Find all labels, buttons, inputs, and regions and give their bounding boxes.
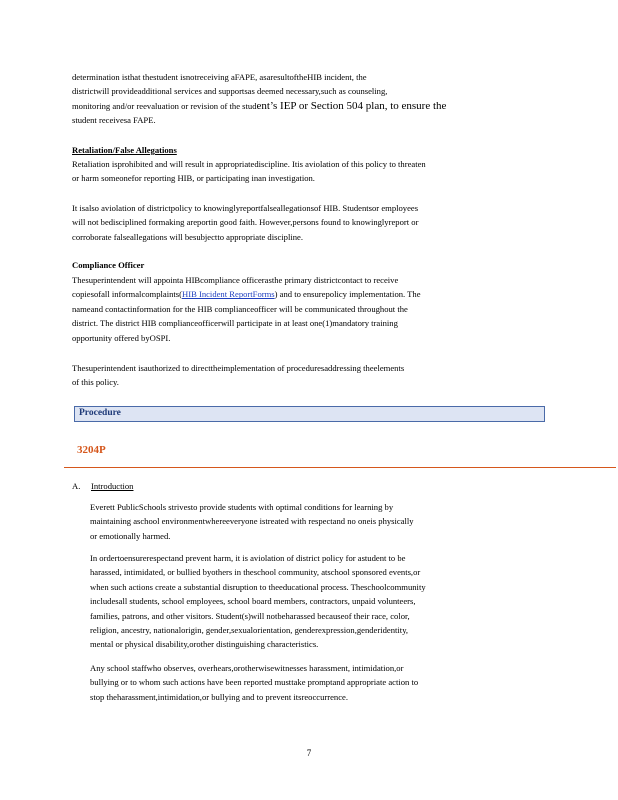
page-number: 7 bbox=[306, 748, 312, 758]
intro-paragraph bbox=[72, 70, 527, 128]
text-line: includesall students, school employees, school board members, contractors, unpaid volunteers, bbox=[90, 596, 416, 607]
compliance-paragraph bbox=[72, 273, 527, 345]
introduction-paragraph-1 bbox=[90, 500, 527, 543]
text-line: districtwill provideadditional services and supportsas deemed necessary,such as counseling, bbox=[72, 86, 388, 97]
section-letter: A. bbox=[72, 481, 81, 491]
section-title: Introduction bbox=[91, 481, 134, 491]
text-line: religion, ancestry, nationalorigin, gender,sexualorientation, genderexpression,genderidentity, bbox=[90, 625, 409, 636]
text-line: when such actions create a substantial disruption to theeducational process. Theschoolcommunity bbox=[90, 581, 426, 592]
text-line: copiesofall informalcomplaints(HIB Incident ReportForms) and to ensurepolicy implementation. The bbox=[72, 289, 421, 300]
section-divider bbox=[64, 467, 616, 468]
text-line: It isalso aviolation of districtpolicy to knowinglyreportfalseallegationsof HIB. Studentsor employees bbox=[72, 203, 419, 213]
text-line: nameand contactinformation for the HIB complianceofficer will be communicated throughout the bbox=[72, 303, 408, 314]
text-line: bullying or to whom such actions have been reported musttake promptand appropriate action to bbox=[90, 677, 419, 688]
text-line: Retaliation isprohibited and will result in appropriatediscipline. Itis aviolation of this policy to threaten bbox=[72, 159, 426, 169]
text-line: determination isthat thestudent isnotreceiving aFAPE, asaresultoftheHIB incident, the bbox=[72, 72, 367, 82]
text-line: Thesuperintendent isauthorized to directtheimplementation of proceduresaddressing theelements bbox=[72, 363, 405, 373]
text-fragment: ent’s IEP or Section 504 plan, to ensure the bbox=[256, 99, 447, 112]
text-line: Thesuperintendent will appointa HIBcompliance officerasthe primary districtcontact to receive bbox=[72, 275, 399, 285]
introduction-paragraph-2 bbox=[90, 551, 527, 652]
procedure-label: Procedure bbox=[79, 408, 121, 418]
text-line: corroborate falseallegations will besubjectto appropriate discipline. bbox=[72, 231, 303, 242]
retaliation-paragraph bbox=[72, 157, 527, 186]
text-line: of this policy. bbox=[72, 377, 119, 388]
text-line: district. The district HIB complianceofficerwill participate in at least one(1)mandatory training bbox=[72, 318, 398, 329]
hib-report-forms-link[interactable]: HIB Incident ReportForms bbox=[182, 289, 275, 300]
text-line: maintaining aschool environmentwhereeveryone istreated with respectand no oneis physically bbox=[90, 516, 414, 527]
text-line: Everett PublicSchools strivesto provide students with optimal conditions for learning by bbox=[90, 502, 394, 512]
text-line bbox=[72, 99, 542, 113]
text-fragment: monitoring and/or reevaluation or revision of the stud bbox=[72, 100, 257, 111]
superintendent-paragraph bbox=[72, 361, 527, 390]
compliance-heading: Compliance Officer bbox=[72, 260, 145, 270]
procedure-code: 3204P bbox=[77, 444, 106, 456]
text-line: or emotionally harmed. bbox=[90, 530, 171, 541]
introduction-paragraph-3 bbox=[90, 661, 527, 704]
text-line: stop theharassment,intimidation,or bullying and to prevent itsreoccurrence. bbox=[90, 691, 348, 702]
text-line: families, patrons, and other visitors. Student(s)will notbeharassed becauseof their race, color, bbox=[90, 610, 410, 621]
text-line: mental or physical disability,orother distinguishing characteristics. bbox=[90, 639, 319, 650]
false-allegation-paragraph bbox=[72, 201, 527, 244]
text-line: or harm someonefor reporting HIB, or participating inan investigation. bbox=[72, 173, 315, 184]
text-line: opportunity offered byOSPI. bbox=[72, 332, 171, 343]
retaliation-heading: Retaliation/False Allegations bbox=[72, 145, 177, 155]
text-line: Any school staffwho observes, overhears,orotherwisewitnesses harassment, intimidation,or bbox=[90, 663, 404, 673]
procedure-banner bbox=[74, 406, 545, 422]
text-line: student receivesa FAPE. bbox=[72, 115, 156, 126]
text-line: harassed, intimidated, or bullied byothers in theschool community, atschool sponsored events,or bbox=[90, 567, 421, 578]
text-line: In ordertoensurerespectand prevent harm, it is aviolation of district policy for astudent to be bbox=[90, 553, 406, 563]
text-line: will not bedisciplined formaking areportin good faith. However,persons found to knowinglyreport or bbox=[72, 217, 419, 228]
